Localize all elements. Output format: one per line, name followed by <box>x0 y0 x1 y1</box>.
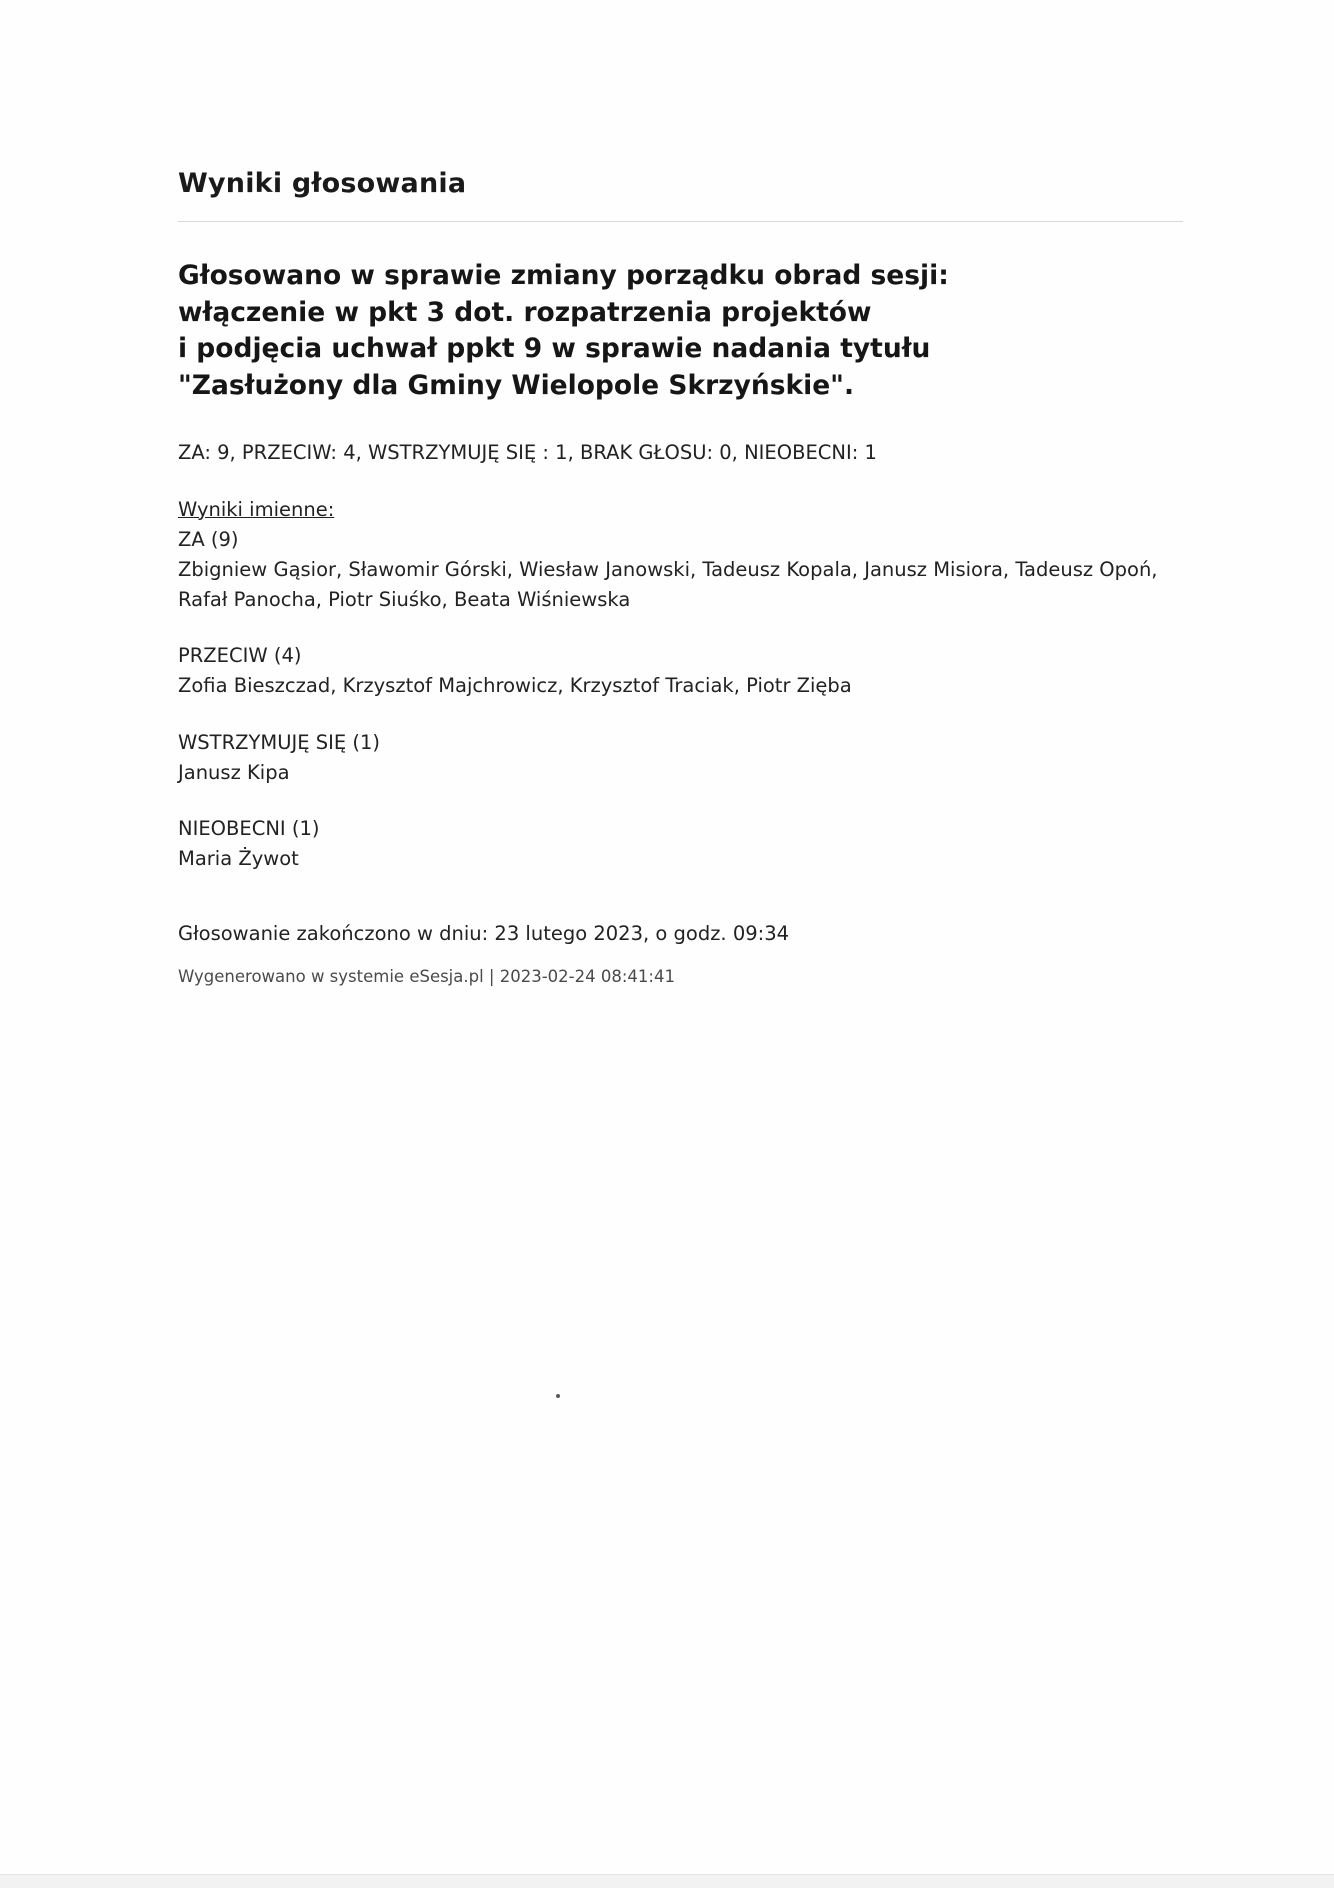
vote-group-za <box>178 525 1188 616</box>
vote-group-wstrzymuje-sie <box>178 728 1188 788</box>
vote-group-label: WSTRZYMUJĘ SIĘ (1) <box>178 730 381 754</box>
page-bottom-edge <box>0 1874 1334 1888</box>
vote-group-label: NIEOBECNI (1) <box>178 817 320 841</box>
vote-group-label: PRZECIW (4) <box>178 644 302 668</box>
stray-ink-dot <box>556 1394 560 1398</box>
generated-footer: Wygenerowano w systemie eSesja.pl | 2023-02-24 08:41:41 <box>178 967 675 987</box>
page-title: Wyniki głosowania <box>178 168 467 199</box>
vote-group-names: Maria Żywot <box>178 847 299 871</box>
vote-group-przeciw <box>178 641 1188 701</box>
title-divider <box>178 221 1183 222</box>
named-results-heading: Wyniki imienne: <box>178 497 335 521</box>
vote-subject-line-4: "Zasłużony dla Gminy Wielopole Skrzyńskie". <box>178 369 855 401</box>
vote-subject-line-3: i podjęcia uchwał ppkt 9 w sprawie nadania tytułu <box>178 333 931 365</box>
vote-summary: ZA: 9, PRZECIW: 4, WSTRZYMUJĘ SIĘ : 1, BRAK GŁOSU: 0, NIEOBECNI: 1 <box>178 441 877 465</box>
vote-group-label: ZA (9) <box>178 527 239 551</box>
vote-subject-line-2: włączenie w pkt 3 dot. rozpatrzenia projektów <box>178 296 872 328</box>
vote-subject-line-1: Głosowano w sprawie zmiany porządku obrad sesji: <box>178 260 949 291</box>
vote-group-names: Zbigniew Gąsior, Sławomir Górski, Wiesław Janowski, Tadeusz Kopala, Janusz Misiora, Tadeusz Opoń, Rafał Panocha, Piotr Siuśko, Beata Wiśniewska <box>178 557 1158 611</box>
vote-group-names: Janusz Kipa <box>178 760 290 784</box>
vote-group-nieobecni <box>178 814 1188 874</box>
voting-closed-timestamp: Głosowanie zakończono w dniu: 23 lutego 2023, o godz. 09:34 <box>178 922 790 946</box>
vote-group-names: Zofia Bieszczad, Krzysztof Majchrowicz, Krzysztof Traciak, Piotr Zięba <box>178 674 852 698</box>
document-content <box>178 168 1188 986</box>
vote-subject <box>178 258 1138 404</box>
